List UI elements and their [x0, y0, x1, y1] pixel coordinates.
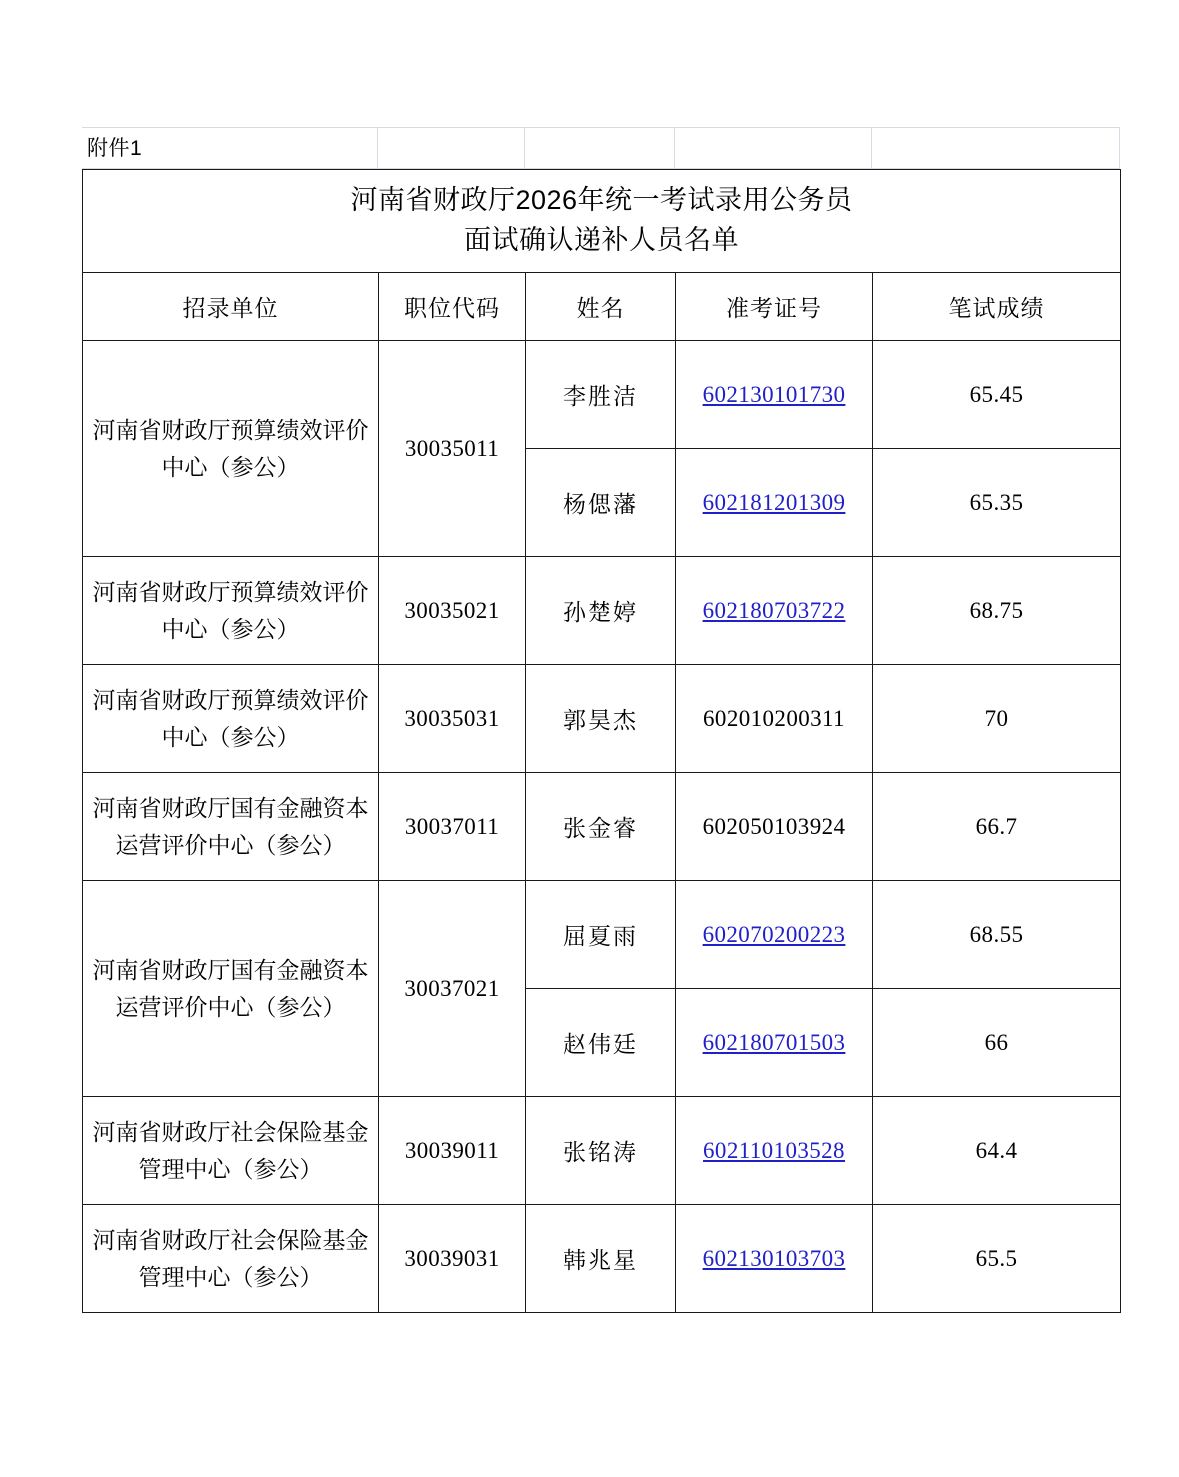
cell-written-score: 65.45 — [873, 341, 1121, 449]
cell-admission-ticket[interactable] — [676, 449, 873, 557]
cell-position-code: 30039031 — [379, 1205, 526, 1313]
cell-admission-ticket — [676, 665, 873, 773]
cell-written-score: 65.35 — [873, 449, 1121, 557]
table-row — [83, 1205, 1121, 1313]
admission-ticket-text: 602010200311 — [703, 705, 845, 731]
table-row — [83, 557, 1121, 665]
cell-position-code: 30037011 — [379, 773, 526, 881]
table-header-row — [83, 273, 1121, 341]
cell-recruiting-unit: 河南省财政厅预算绩效评价中心（参公） — [83, 557, 379, 665]
cell-written-score: 68.75 — [873, 557, 1121, 665]
empty-grid-cell-4 — [675, 128, 872, 168]
cell-candidate-name: 屈夏雨 — [526, 881, 676, 989]
cell-recruiting-unit: 河南省财政厅社会保险基金管理中心（参公） — [83, 1097, 379, 1205]
column-header-code: 职位代码 — [379, 273, 526, 341]
table-row — [83, 773, 1121, 881]
admission-ticket-link[interactable]: 602130101730 — [702, 381, 846, 407]
cell-written-score: 70 — [873, 665, 1121, 773]
cell-position-code: 30039011 — [379, 1097, 526, 1205]
admission-ticket-link[interactable]: 602180703722 — [702, 597, 846, 623]
cell-recruiting-unit: 河南省财政厅国有金融资本运营评价中心（参公） — [83, 773, 379, 881]
empty-grid-cell-3 — [525, 128, 675, 168]
cell-admission-ticket — [676, 773, 873, 881]
attachment-label-cell — [82, 128, 378, 168]
cell-written-score: 64.4 — [873, 1097, 1121, 1205]
table-row — [83, 881, 1121, 989]
cell-position-code: 30035021 — [379, 557, 526, 665]
document-title — [83, 170, 1121, 273]
column-header-name: 姓名 — [526, 273, 676, 341]
admission-ticket-link[interactable]: 602130103703 — [702, 1245, 846, 1271]
attachment-label: 附件1 — [87, 136, 143, 160]
cell-candidate-name: 韩兆星 — [526, 1205, 676, 1313]
cell-written-score: 65.5 — [873, 1205, 1121, 1313]
admission-ticket-link[interactable]: 602180701503 — [702, 1029, 846, 1055]
attachment-row — [82, 127, 1120, 169]
empty-grid-cell-5 — [872, 128, 1120, 168]
empty-grid-cell-2 — [378, 128, 525, 168]
admission-ticket-link[interactable]: 602181201309 — [702, 489, 846, 515]
cell-candidate-name: 孙楚婷 — [526, 557, 676, 665]
cell-admission-ticket[interactable] — [676, 557, 873, 665]
cell-written-score: 68.55 — [873, 881, 1121, 989]
cell-candidate-name: 赵伟廷 — [526, 989, 676, 1097]
column-header-ticket: 准考证号 — [676, 273, 873, 341]
cell-written-score: 66 — [873, 989, 1121, 1097]
cell-recruiting-unit: 河南省财政厅社会保险基金管理中心（参公） — [83, 1205, 379, 1313]
cell-recruiting-unit: 河南省财政厅预算绩效评价中心（参公） — [83, 341, 379, 557]
column-header-score: 笔试成绩 — [873, 273, 1121, 341]
cell-candidate-name: 张铭涛 — [526, 1097, 676, 1205]
title-line-2: 面试确认递补人员名单 — [464, 225, 740, 255]
cell-position-code: 30037021 — [379, 881, 526, 1097]
cell-candidate-name: 张金睿 — [526, 773, 676, 881]
title-row — [83, 170, 1121, 273]
cell-admission-ticket[interactable] — [676, 341, 873, 449]
cell-admission-ticket[interactable] — [676, 1205, 873, 1313]
admission-ticket-text: 602050103924 — [702, 813, 846, 839]
cell-recruiting-unit: 河南省财政厅预算绩效评价中心（参公） — [83, 665, 379, 773]
cell-admission-ticket[interactable] — [676, 881, 873, 989]
cell-candidate-name: 杨偲藩 — [526, 449, 676, 557]
cell-position-code: 30035031 — [379, 665, 526, 773]
title-line-1: 河南省财政厅2026年统一考试录用公务员 — [350, 185, 853, 215]
table-row — [83, 1097, 1121, 1205]
table-row — [83, 665, 1121, 773]
cell-written-score: 66.7 — [873, 773, 1121, 881]
table-row — [83, 341, 1121, 449]
cell-admission-ticket[interactable] — [676, 1097, 873, 1205]
cell-candidate-name: 郭昊杰 — [526, 665, 676, 773]
cell-position-code: 30035011 — [379, 341, 526, 557]
cell-admission-ticket[interactable] — [676, 989, 873, 1097]
column-header-unit: 招录单位 — [83, 273, 379, 341]
recruitment-table — [82, 169, 1121, 1313]
cell-candidate-name: 李胜洁 — [526, 341, 676, 449]
admission-ticket-link[interactable]: 602110103528 — [703, 1137, 845, 1163]
admission-ticket-link[interactable]: 602070200223 — [702, 921, 846, 947]
cell-recruiting-unit: 河南省财政厅国有金融资本运营评价中心（参公） — [83, 881, 379, 1097]
